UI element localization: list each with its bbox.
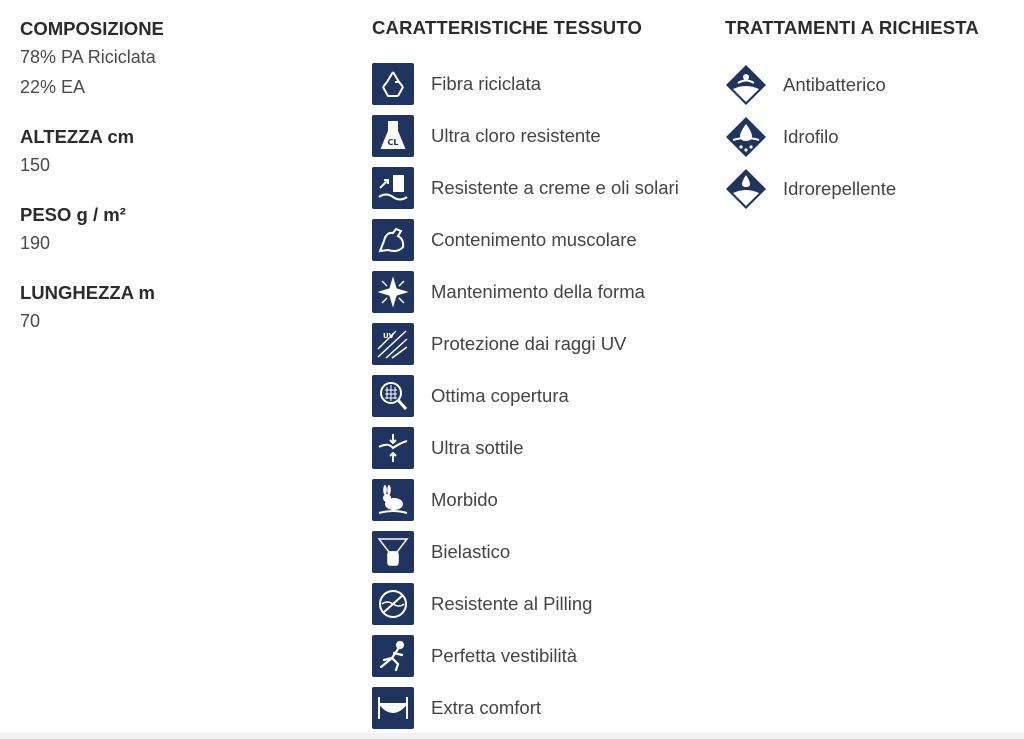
svg-text:UV: UV [383, 332, 395, 340]
feature-label: Perfetta vestibilità [431, 645, 578, 666]
feature-label: Morbido [431, 489, 498, 510]
treatment-item [724, 62, 1014, 108]
feature-label: Resistente al Pilling [431, 593, 593, 614]
features-heading: CARATTERISTICHE TESSUTO [372, 17, 643, 38]
stretch-hand-icon [372, 531, 414, 573]
sunscreen-icon [372, 167, 414, 209]
svg-text:CL: CL [387, 138, 399, 147]
treatment-label: Idrofilo [783, 126, 839, 147]
feature-label: Bielastico [431, 541, 511, 562]
feature-label: Ottima copertura [431, 385, 569, 406]
feature-item [372, 166, 712, 210]
feature-item [372, 322, 712, 366]
feature-label: Contenimento muscolare [431, 229, 637, 250]
feature-label: Mantenimento della forma [431, 281, 645, 302]
thin-fabric-icon [372, 427, 414, 469]
feature-item [372, 114, 712, 158]
antibacterial-diamond-icon [724, 63, 768, 107]
hammock-icon [372, 687, 414, 729]
spec-value: 70 [20, 311, 41, 331]
feature-item [372, 374, 712, 418]
feature-item [372, 478, 712, 522]
footer-divider [0, 733, 1024, 739]
rabbit-icon [372, 479, 414, 521]
treatments-heading: TRATTAMENTI A RICHIESTA [725, 17, 979, 38]
treatment-item [724, 114, 1014, 160]
treatment-label: Antibatterico [783, 74, 886, 95]
feature-label: Ultra sottile [431, 437, 524, 458]
feature-label: Resistente a creme e oli solari [431, 177, 679, 198]
treatment-item [724, 166, 1014, 212]
recycle-icon [372, 63, 414, 105]
muscle-arm-icon [372, 219, 414, 261]
feature-item [372, 218, 712, 262]
spec-value: 22% EA [20, 77, 86, 97]
uv-rays-icon [372, 323, 414, 365]
spec-value: 190 [20, 233, 51, 253]
feature-label: Fibra riciclata [431, 73, 541, 94]
feature-item [372, 62, 712, 106]
treatment-label: Idrorepellente [783, 178, 897, 199]
spec-weight [20, 202, 340, 258]
feature-item [372, 686, 712, 730]
feature-item [372, 270, 712, 314]
spec-title: PESO g / m² [20, 204, 126, 225]
feature-label: Protezione dai raggi UV [431, 333, 627, 354]
spec-column [20, 16, 340, 358]
spec-length [20, 280, 340, 336]
shape-star-icon [372, 271, 414, 313]
hydrophilic-diamond-icon [724, 115, 768, 159]
spec-composition [20, 16, 340, 102]
spec-height [20, 124, 340, 180]
feature-item [372, 582, 712, 626]
spec-title: ALTEZZA cm [20, 126, 135, 147]
feature-label: Ultra cloro resistente [431, 125, 601, 146]
feature-item [372, 530, 712, 574]
feature-item [372, 634, 712, 678]
magnifier-mesh-icon [372, 375, 414, 417]
chlorine-flask-icon [372, 115, 414, 157]
spec-title: LUNGHEZZA m [20, 282, 155, 303]
spec-title: COMPOSIZIONE [20, 18, 164, 39]
running-figure-icon [372, 635, 414, 677]
spec-value: 78% PA Riciclata [20, 47, 156, 67]
water-repellent-diamond-icon [724, 167, 768, 211]
no-pilling-icon [372, 583, 414, 625]
feature-item [372, 426, 712, 470]
feature-label: Extra comfort [431, 697, 541, 718]
spec-value: 150 [20, 155, 51, 175]
